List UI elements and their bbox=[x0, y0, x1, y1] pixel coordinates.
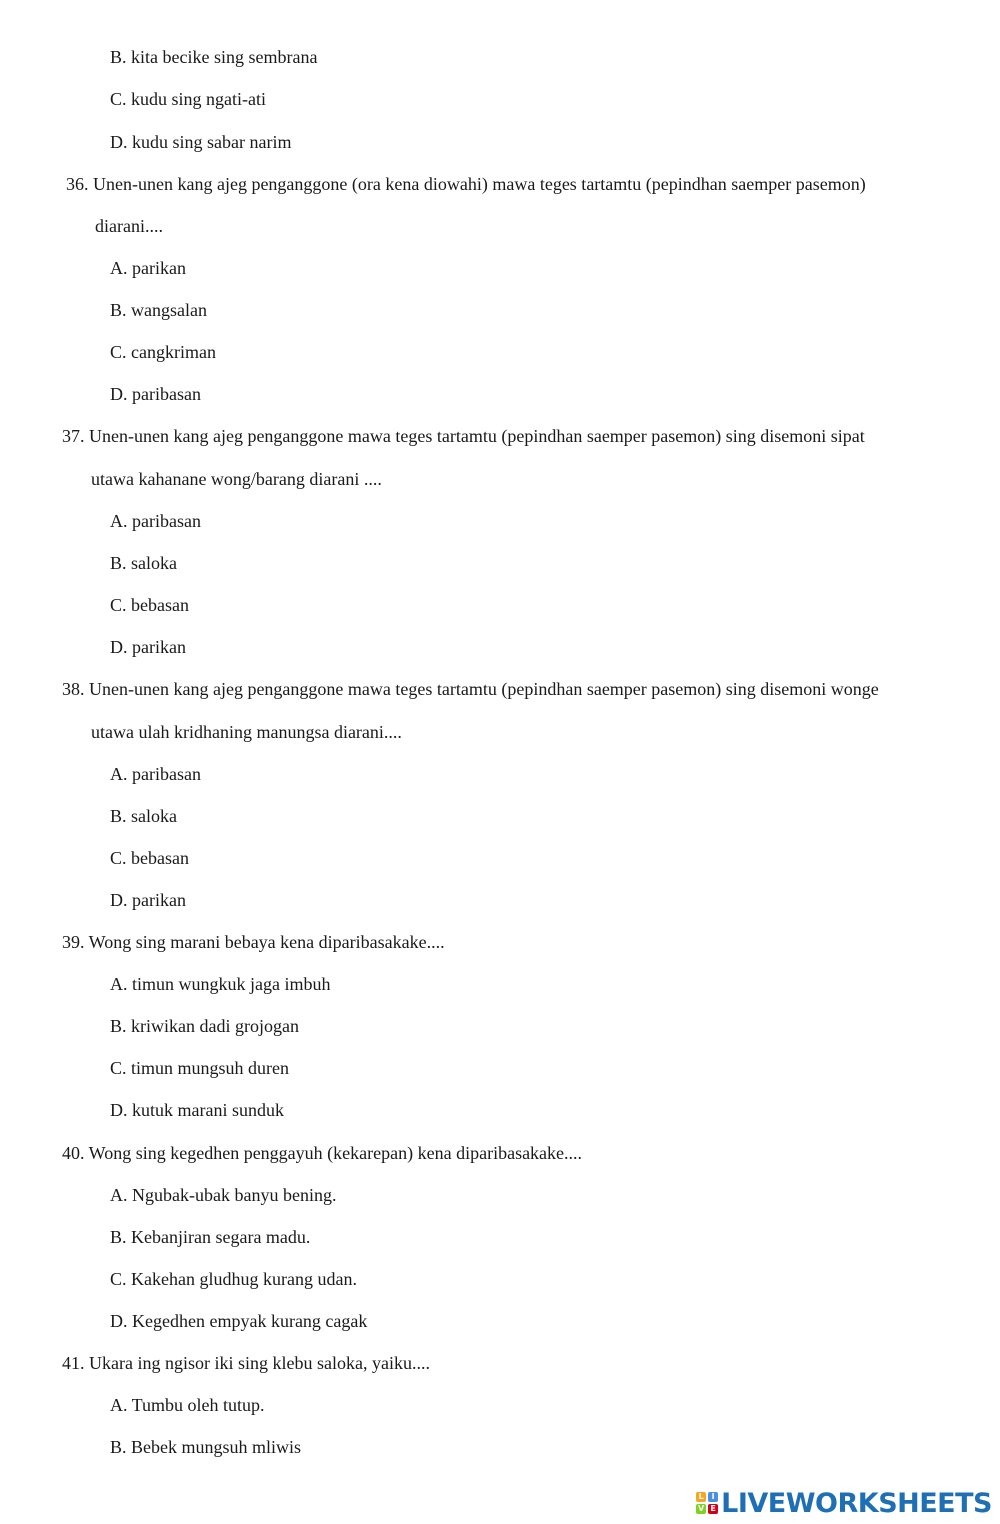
question-37-text: 37. Unen-unen kang ajeg penganggone mawa teges tartamtu (pepindhan saemper pasemon) sing disemoni sipat bbox=[62, 426, 865, 446]
liveworksheets-watermark bbox=[696, 1488, 992, 1518]
option-text: D. kutuk marani sunduk bbox=[110, 1100, 284, 1120]
logo-letter: L bbox=[696, 1492, 706, 1502]
question-38-text: 38. Unen-unen kang ajeg penganggone mawa teges tartamtu (pepindhan saemper pasemon) sing disemoni wonge bbox=[62, 679, 879, 699]
option-text: A. timun wungkuk jaga imbuh bbox=[110, 974, 331, 994]
option-text: A. parikan bbox=[110, 258, 186, 278]
logo-letter: V bbox=[698, 1504, 705, 1513]
option-text: B. kita becike sing sembrana bbox=[110, 47, 318, 67]
option-text: C. Kakehan gludhug kurang udan. bbox=[110, 1269, 357, 1289]
option-text: B. wangsalan bbox=[110, 300, 207, 320]
option-text: D. parikan bbox=[110, 890, 186, 910]
option-text: D. kudu sing sabar narim bbox=[110, 132, 292, 152]
option-text: D. paribasan bbox=[110, 384, 201, 404]
option-text: C. bebasan bbox=[110, 595, 189, 615]
question-38-continuation: utawa ulah kridhaning manungsa diarani.... bbox=[91, 722, 402, 742]
option-text: C. bebasan bbox=[110, 848, 189, 868]
question-41-text: 41. Ukara ing ngisor iki sing klebu saloka, yaiku.... bbox=[62, 1353, 430, 1373]
option-text: D. Kegedhen empyak kurang cagak bbox=[110, 1311, 368, 1331]
option-text: B. kriwikan dadi grojogan bbox=[110, 1016, 299, 1036]
question-40-text: 40. Wong sing kegedhen penggayuh (kekarepan) kena diparibasakake.... bbox=[62, 1143, 583, 1163]
question-39-text: 39. Wong sing marani bebaya kena diparibasakake.... bbox=[62, 932, 445, 952]
option-text: C. timun mungsuh duren bbox=[110, 1058, 289, 1078]
option-text: D. parikan bbox=[110, 637, 186, 657]
option-text: C. kudu sing ngati-ati bbox=[110, 89, 266, 109]
option-text: B. Bebek mungsuh mliwis bbox=[110, 1437, 302, 1457]
option-text: B. saloka bbox=[110, 553, 177, 573]
question-37-continuation: utawa kahanane wong/barang diarani .... bbox=[91, 469, 382, 489]
option-text: C. cangkriman bbox=[110, 342, 216, 362]
option-text: A. paribasan bbox=[110, 511, 201, 531]
logo-letter: I bbox=[708, 1492, 718, 1502]
option-text: A. Ngubak-ubak banyu bening. bbox=[110, 1185, 337, 1205]
question-36-text: 36. Unen-unen kang ajeg penganggone (ora kena diowahi) mawa teges tartamtu (pepindhan saemper pasemon) bbox=[66, 174, 866, 194]
question-36-continuation: diarani.... bbox=[95, 216, 163, 236]
option-text: B. Kebanjiran segara madu. bbox=[110, 1227, 311, 1247]
watermark-text: LIVEWORKSHEETS bbox=[721, 1487, 992, 1519]
option-text: B. saloka bbox=[110, 806, 177, 826]
option-text: A. Tumbu oleh tutup. bbox=[110, 1395, 265, 1415]
option-text: A. paribasan bbox=[110, 764, 201, 784]
logo-letter: E bbox=[708, 1504, 718, 1514]
liveworksheets-logo-icon bbox=[696, 1492, 718, 1514]
